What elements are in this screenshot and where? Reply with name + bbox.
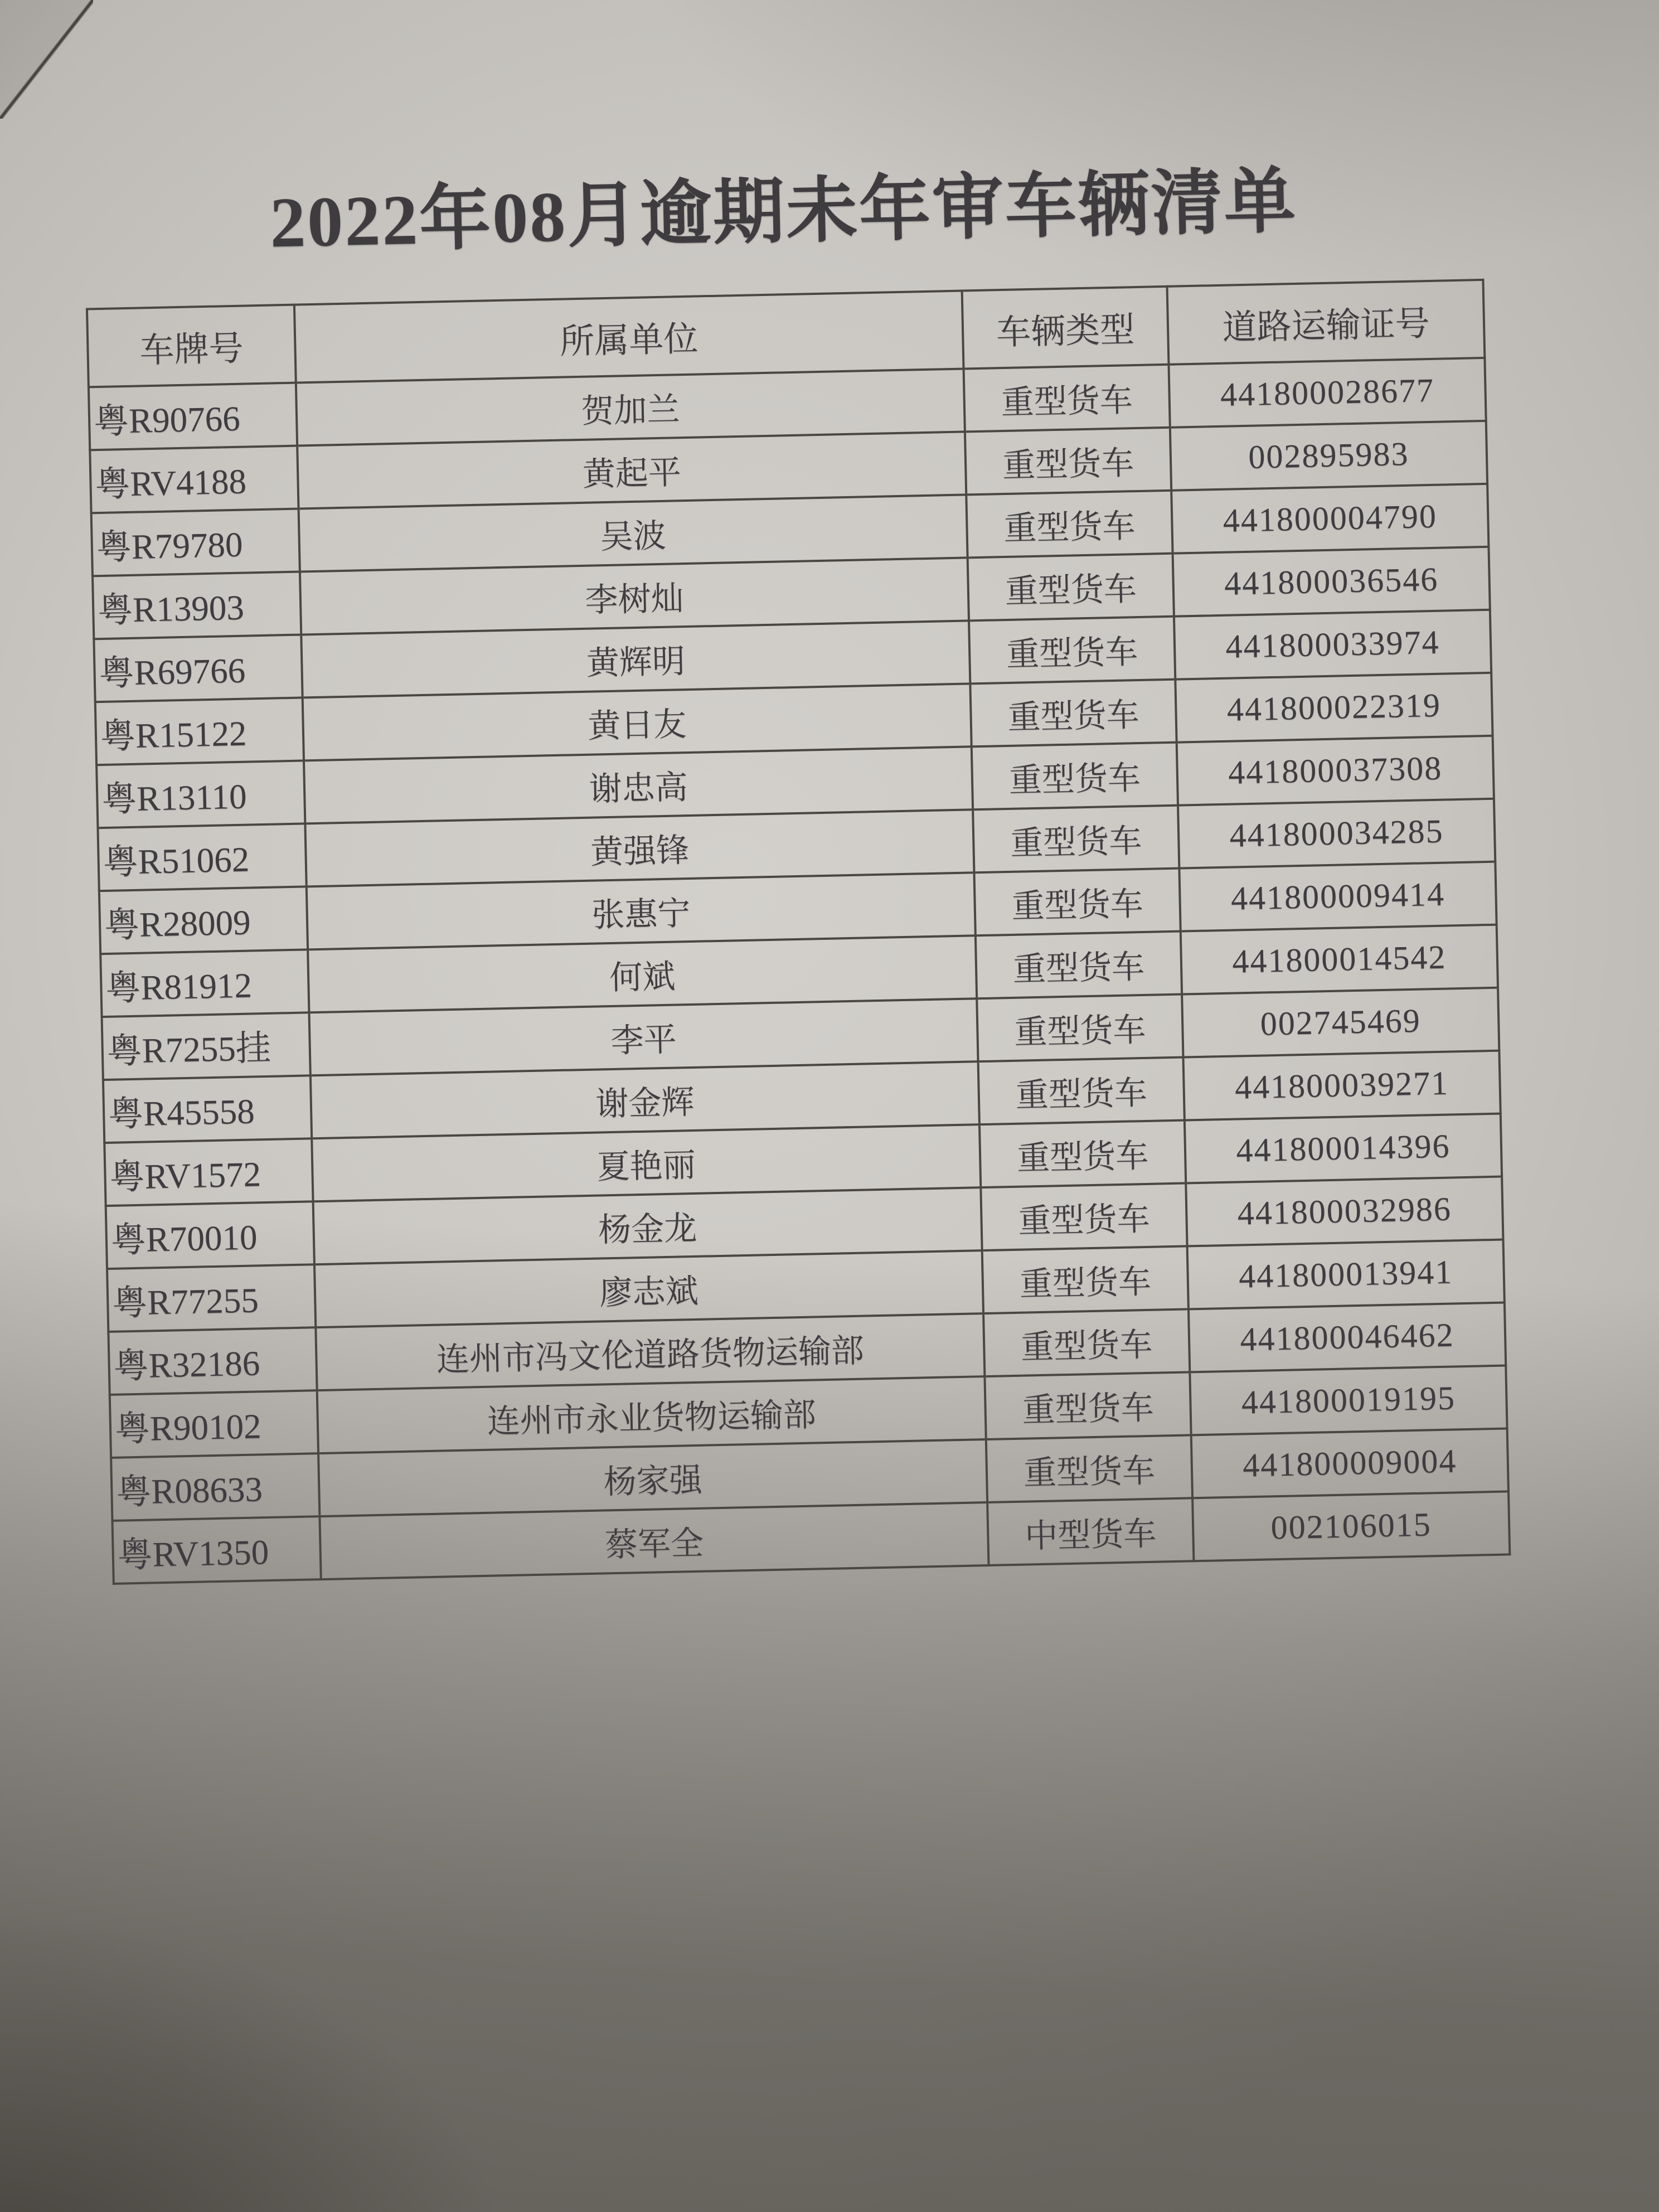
owner-cell: 贺加兰 xyxy=(296,369,965,446)
cert-cell: 441800009004 xyxy=(1191,1428,1508,1498)
type-cell: 重型货车 xyxy=(964,365,1170,432)
plate-cell: 粤R7255挂 xyxy=(102,1012,311,1080)
type-cell: 重型货车 xyxy=(984,1372,1191,1439)
header-plate: 车牌号 xyxy=(87,305,296,387)
cert-cell: 002745469 xyxy=(1182,988,1499,1058)
plate-cell: 粤RV1572 xyxy=(104,1138,313,1206)
type-cell: 重型货车 xyxy=(978,1058,1185,1125)
owner-cell: 吴波 xyxy=(299,494,968,571)
owner-cell: 谢忠高 xyxy=(304,746,973,823)
plate-cell: 粤R69766 xyxy=(94,634,302,702)
type-cell: 重型货车 xyxy=(982,1246,1189,1313)
type-cell: 重型货车 xyxy=(986,1435,1192,1502)
cert-cell: 441800004790 xyxy=(1171,484,1488,554)
cert-cell: 002106015 xyxy=(1192,1491,1510,1561)
cert-cell: 441800034285 xyxy=(1178,799,1495,869)
type-cell: 重型货车 xyxy=(979,1120,1186,1187)
plate-cell: 粤R13903 xyxy=(93,572,301,639)
cert-cell: 441800046462 xyxy=(1189,1303,1506,1372)
owner-cell: 黄辉明 xyxy=(301,620,970,697)
paper-crease xyxy=(0,0,93,119)
owner-cell: 何斌 xyxy=(308,935,977,1012)
cert-cell: 441800036546 xyxy=(1173,547,1490,617)
cert-cell: 441800037308 xyxy=(1177,736,1494,806)
cert-cell: 441800019195 xyxy=(1190,1366,1507,1435)
cert-cell: 441800028677 xyxy=(1168,358,1486,428)
plate-cell: 粤R15122 xyxy=(95,697,304,765)
plate-cell: 粤R51062 xyxy=(98,823,306,891)
cert-cell: 441800033974 xyxy=(1174,610,1491,680)
page-title: 2022年08月逾期未年审车辆清单 xyxy=(269,161,1298,263)
cert-cell: 441800022319 xyxy=(1175,673,1492,743)
type-cell: 重型货车 xyxy=(977,995,1183,1062)
cert-cell: 441800009414 xyxy=(1179,862,1496,932)
header-cert: 道路运输证号 xyxy=(1167,280,1485,365)
plate-cell: 粤R81912 xyxy=(100,949,309,1017)
owner-cell: 黄强锋 xyxy=(305,809,974,886)
type-cell: 重型货车 xyxy=(974,869,1180,936)
cert-cell: 441800039271 xyxy=(1183,1051,1501,1120)
owner-cell: 连州市永业货物运输部 xyxy=(317,1376,986,1453)
cert-cell: 441800032986 xyxy=(1186,1177,1503,1246)
plate-cell: 粤RV1350 xyxy=(112,1516,321,1584)
header-owner: 所属单位 xyxy=(294,291,964,383)
type-cell: 重型货车 xyxy=(973,806,1179,873)
plate-cell: 粤R08633 xyxy=(111,1453,319,1521)
owner-cell: 廖志斌 xyxy=(314,1250,983,1327)
owner-cell: 蔡军全 xyxy=(319,1502,988,1579)
plate-cell: 粤R13110 xyxy=(96,760,305,828)
owner-cell: 李平 xyxy=(309,998,978,1075)
plate-cell: 粤R45558 xyxy=(103,1075,312,1143)
owner-cell: 谢金辉 xyxy=(311,1061,979,1138)
type-cell: 重型货车 xyxy=(965,428,1171,495)
owner-cell: 连州市冯文伦道路货物运输部 xyxy=(316,1313,984,1390)
type-cell: 重型货车 xyxy=(983,1309,1190,1376)
type-cell: 中型货车 xyxy=(987,1498,1194,1565)
owner-cell: 黄起平 xyxy=(297,431,966,508)
cert-cell: 441800014396 xyxy=(1185,1114,1502,1183)
plate-cell: 粤R77255 xyxy=(107,1264,316,1332)
owner-cell: 杨家强 xyxy=(318,1439,987,1516)
cert-cell: 002895983 xyxy=(1170,421,1487,491)
type-cell: 重型货车 xyxy=(981,1183,1187,1250)
cert-cell: 441800014542 xyxy=(1181,925,1498,995)
cert-cell: 441800013941 xyxy=(1187,1240,1505,1309)
plate-cell: 粤R79780 xyxy=(91,509,300,576)
owner-cell: 夏艳丽 xyxy=(312,1124,981,1201)
type-cell: 重型货车 xyxy=(968,554,1174,621)
vehicle-table xyxy=(86,279,1511,1585)
plate-cell: 粤RV4188 xyxy=(90,446,298,513)
type-cell: 重型货车 xyxy=(970,680,1176,747)
type-cell: 重型货车 xyxy=(976,932,1182,999)
owner-cell: 杨金龙 xyxy=(313,1187,982,1264)
plate-cell: 粤R90766 xyxy=(89,383,297,450)
owner-cell: 李树灿 xyxy=(300,557,969,634)
owner-cell: 黄日友 xyxy=(303,683,972,760)
plate-cell: 粤R28009 xyxy=(99,886,308,954)
document-sheet xyxy=(83,153,1511,1585)
header-type: 车辆类型 xyxy=(962,287,1169,369)
plate-cell: 粤R32186 xyxy=(108,1327,317,1395)
type-cell: 重型货车 xyxy=(966,491,1172,558)
plate-cell: 粤R70010 xyxy=(106,1201,314,1269)
owner-cell: 张惠宁 xyxy=(307,872,976,949)
plate-cell: 粤R90102 xyxy=(110,1390,318,1458)
type-cell: 重型货车 xyxy=(969,617,1175,684)
type-cell: 重型货车 xyxy=(972,743,1178,810)
